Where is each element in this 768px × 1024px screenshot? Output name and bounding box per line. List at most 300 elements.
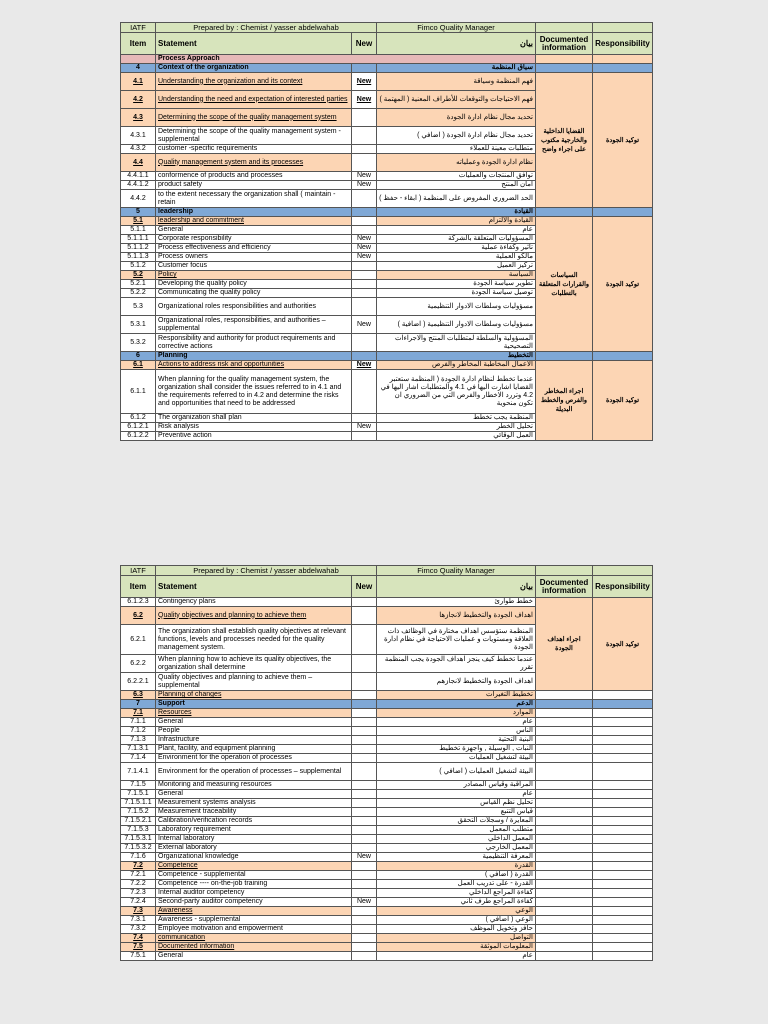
statement-text: Contingency plans bbox=[156, 598, 352, 607]
statement-text: Awareness bbox=[156, 907, 352, 916]
new-flag bbox=[352, 280, 377, 289]
item-number: 5.1.1.3 bbox=[121, 253, 156, 262]
new-flag bbox=[352, 736, 377, 745]
new-flag bbox=[352, 763, 377, 781]
new-flag: New bbox=[352, 853, 377, 862]
item-number: 5.1.1.2 bbox=[121, 244, 156, 253]
new-flag bbox=[352, 817, 377, 826]
arabic-statement: التخطيط bbox=[377, 352, 536, 361]
item-number: 5.3 bbox=[121, 298, 156, 316]
table-row bbox=[121, 64, 653, 73]
statement-text: Competence bbox=[156, 862, 352, 871]
arabic-statement: القدرة bbox=[377, 862, 536, 871]
item-number: 6.1.2.1 bbox=[121, 423, 156, 432]
table-row bbox=[121, 790, 653, 799]
iatf-table-page-2 bbox=[120, 565, 653, 961]
item-number: 7.1.4 bbox=[121, 754, 156, 763]
table-row bbox=[121, 718, 653, 727]
statement-text: Quality objectives and planning to achieve them –supplemental bbox=[156, 673, 352, 691]
new-flag bbox=[352, 727, 377, 736]
statement-text: Responsibility and authority for product requirements and corrective actions bbox=[156, 334, 352, 352]
statement-text: General bbox=[156, 952, 352, 961]
arabic-statement: خطط طوارئ bbox=[377, 598, 536, 607]
new-flag bbox=[352, 808, 377, 817]
new-flag bbox=[352, 799, 377, 808]
statement-text: General bbox=[156, 718, 352, 727]
arabic-statement: المعلومات الموثقة bbox=[377, 943, 536, 952]
new-flag bbox=[352, 691, 377, 700]
manager-label: Fimco Quality Manager bbox=[377, 23, 536, 33]
new-flag bbox=[352, 844, 377, 853]
statement-text: Developing the quality policy bbox=[156, 280, 352, 289]
item-number: 4.2 bbox=[121, 91, 156, 109]
item-number: 7.2.1 bbox=[121, 871, 156, 880]
arabic-statement: القدرة ( اضافي ) bbox=[377, 871, 536, 880]
arabic-statement: سياق المنظمة bbox=[377, 64, 536, 73]
sheet-page-2 bbox=[120, 565, 652, 961]
statement-text: Process effectiveness and efficiency bbox=[156, 244, 352, 253]
col-item-header: Item bbox=[121, 576, 156, 598]
statement-text: Competence - supplemental bbox=[156, 871, 352, 880]
arabic-statement: فهم المنظمة وسياقة bbox=[377, 73, 536, 91]
new-flag: New bbox=[352, 172, 377, 181]
item-number: 4 bbox=[121, 64, 156, 73]
statement-text: External laboratory bbox=[156, 844, 352, 853]
statement-text: Environment for the operation of processes bbox=[156, 754, 352, 763]
new-flag bbox=[352, 880, 377, 889]
arabic-statement: تحليل الخطر bbox=[377, 423, 536, 432]
statement-text: Internal laboratory bbox=[156, 835, 352, 844]
statement-text: Actions to address risk and opportunities bbox=[156, 361, 352, 370]
item-number: 5.2.1 bbox=[121, 280, 156, 289]
arabic-statement: النبات , الوسيلة , وأجهزة تخطيط bbox=[377, 745, 536, 754]
arabic-statement: الموارد bbox=[377, 709, 536, 718]
statement-text: Calibration/verification records bbox=[156, 817, 352, 826]
arabic-statement: المراقبة وقياس المصادر bbox=[377, 781, 536, 790]
item-number: 7.1.5 bbox=[121, 781, 156, 790]
item-number: 7.1.5.3.1 bbox=[121, 835, 156, 844]
new-flag bbox=[352, 262, 377, 271]
header-row-2 bbox=[121, 33, 653, 55]
arabic-statement: المنظمة يجب تخطط bbox=[377, 414, 536, 423]
item-number: 5.1.1 bbox=[121, 226, 156, 235]
arabic-statement: التواصل bbox=[377, 934, 536, 943]
table-row bbox=[121, 826, 653, 835]
manager-label: Fimco Quality Manager bbox=[377, 566, 536, 576]
responsibility-cell: توكيد الجودة bbox=[593, 217, 653, 352]
table-row bbox=[121, 880, 653, 889]
documented-info-cell: السياسات والقرارات المتعلقة بالتطلبات bbox=[536, 217, 593, 352]
arabic-statement: حافز وتخويل الموظف bbox=[377, 925, 536, 934]
statement-text: Process owners bbox=[156, 253, 352, 262]
new-flag bbox=[352, 598, 377, 607]
new-flag bbox=[352, 370, 377, 414]
new-flag: New bbox=[352, 244, 377, 253]
statement-text: Understanding the need and expectation of interested parties bbox=[156, 91, 352, 109]
statement-text: General bbox=[156, 226, 352, 235]
arabic-statement: تركيز العميل bbox=[377, 262, 536, 271]
new-flag bbox=[352, 943, 377, 952]
col-statement-header: Statement bbox=[156, 33, 352, 55]
statement-text: Quality objectives and planning to achieve them bbox=[156, 607, 352, 625]
item-number: 7.3.2 bbox=[121, 925, 156, 934]
new-flag bbox=[352, 271, 377, 280]
arabic-statement: تحديد مجال نظام ادارة الجودة ( اضافي ) bbox=[377, 127, 536, 145]
arabic-statement: مسؤوليات وسلطات الادوار التنظيمية bbox=[377, 298, 536, 316]
responsibility-cell: توكيد الجودة bbox=[593, 361, 653, 441]
new-flag bbox=[352, 826, 377, 835]
arabic-statement: البنية التحتية bbox=[377, 736, 536, 745]
col-resp-header: Responsibility bbox=[593, 576, 653, 598]
statement-text: conformence of products and processes bbox=[156, 172, 352, 181]
item-number: 4.3 bbox=[121, 109, 156, 127]
new-flag bbox=[352, 889, 377, 898]
new-flag bbox=[352, 907, 377, 916]
item-number: 7.1.5.1 bbox=[121, 790, 156, 799]
table-row bbox=[121, 691, 653, 700]
item-number: 7 bbox=[121, 700, 156, 709]
table-row bbox=[121, 781, 653, 790]
table-row bbox=[121, 217, 653, 226]
arabic-statement: تخطيط التغيرات bbox=[377, 691, 536, 700]
item-number: 5.3.1 bbox=[121, 316, 156, 334]
new-flag bbox=[352, 871, 377, 880]
statement-text: Environment for the operation of processes – supplemental bbox=[156, 763, 352, 781]
statement-text: Laboratory requirement bbox=[156, 826, 352, 835]
statement-text: Awareness - supplemental bbox=[156, 916, 352, 925]
table-row bbox=[121, 754, 653, 763]
statement-text: Monitoring and measuring resources bbox=[156, 781, 352, 790]
table-row bbox=[121, 73, 653, 91]
statement-text: Planning bbox=[156, 352, 352, 361]
col-arabic-header: بيان bbox=[377, 33, 536, 55]
new-flag: New bbox=[352, 423, 377, 432]
statement-text: Documented information bbox=[156, 943, 352, 952]
col-item-header: Item bbox=[121, 33, 156, 55]
new-flag bbox=[352, 607, 377, 625]
item-number: 4.1 bbox=[121, 73, 156, 91]
new-flag bbox=[352, 352, 377, 361]
new-flag: New bbox=[352, 316, 377, 334]
new-flag bbox=[352, 298, 377, 316]
new-flag bbox=[352, 334, 377, 352]
new-flag bbox=[352, 790, 377, 799]
arabic-statement: توافق المنتجات والعمليات bbox=[377, 172, 536, 181]
table-row bbox=[121, 952, 653, 961]
item-number: 7.1.3.1 bbox=[121, 745, 156, 754]
arabic-statement: متطلبات معينة للعملاء bbox=[377, 145, 536, 154]
item-number: 7.1.1 bbox=[121, 718, 156, 727]
arabic-statement: تطوير سياسة الجودة bbox=[377, 280, 536, 289]
item-number: 5.3.2 bbox=[121, 334, 156, 352]
arabic-statement: اهداف الجودة والتخطيط لانجازهم bbox=[377, 673, 536, 691]
item-number: 7.1.2 bbox=[121, 727, 156, 736]
new-flag bbox=[352, 835, 377, 844]
statement-text: Infrastructure bbox=[156, 736, 352, 745]
table-row bbox=[121, 361, 653, 370]
new-flag bbox=[352, 934, 377, 943]
new-flag bbox=[352, 190, 377, 208]
arabic-statement: امان المنتج bbox=[377, 181, 536, 190]
item-number: 7.2 bbox=[121, 862, 156, 871]
statement-text: Corporate responsibility bbox=[156, 235, 352, 244]
table-row bbox=[121, 598, 653, 607]
arabic-statement: القيادة والالتزام bbox=[377, 217, 536, 226]
iatf-label: IATF bbox=[121, 23, 156, 33]
item-number: 7.3.1 bbox=[121, 916, 156, 925]
arabic-statement: عام bbox=[377, 718, 536, 727]
arabic-statement: عام bbox=[377, 790, 536, 799]
col-new-header: New bbox=[352, 576, 377, 598]
new-flag bbox=[352, 226, 377, 235]
table-row bbox=[121, 862, 653, 871]
table-row bbox=[121, 871, 653, 880]
arabic-statement: الوعي ( اضافي ) bbox=[377, 916, 536, 925]
col-arabic-header: بيان bbox=[377, 576, 536, 598]
item-number: 7.2.3 bbox=[121, 889, 156, 898]
statement-text: The organization shall establish quality objectives at relevant functions, levels and processes needed for the quality management system. bbox=[156, 625, 352, 655]
new-flag bbox=[352, 952, 377, 961]
table-row bbox=[121, 763, 653, 781]
statement-text: Internal auditor competency bbox=[156, 889, 352, 898]
item-number: 6.2.2.1 bbox=[121, 673, 156, 691]
item-number: 7.1.5.3 bbox=[121, 826, 156, 835]
item-number: 4.4 bbox=[121, 154, 156, 172]
arabic-statement: عندما تخطط كيف ينجز اهداف الجودة يجب المنظمة تقرر bbox=[377, 655, 536, 673]
new-flag: New bbox=[352, 898, 377, 907]
statement-text: Determining the scope of the quality management system bbox=[156, 109, 352, 127]
item-number: 7.1.6 bbox=[121, 853, 156, 862]
arabic-statement: توصيل سياسة الجودة bbox=[377, 289, 536, 298]
new-flag bbox=[352, 709, 377, 718]
process-approach-band bbox=[121, 55, 653, 64]
new-flag bbox=[352, 432, 377, 441]
item-number: 5.1.2 bbox=[121, 262, 156, 271]
item-number: 4.4.1.2 bbox=[121, 181, 156, 190]
arabic-statement: عندما تخطط لنظام ادارة الجودة ( المنظمة ستعتبر القضايا اشارت اليها في 4.1 والمتطلبات اشار اليها في 4.2 وتررد الاخطار والفرص التي من الضروري ان تكون منحوية bbox=[377, 370, 536, 414]
table-row bbox=[121, 352, 653, 361]
new-flag bbox=[352, 916, 377, 925]
header-row-1 bbox=[121, 23, 653, 33]
statement-text: People bbox=[156, 727, 352, 736]
statement-text: Organizational knowledge bbox=[156, 853, 352, 862]
arabic-statement: كفاءة المراجع الداخلي bbox=[377, 889, 536, 898]
item-number: 7.1.4.1 bbox=[121, 763, 156, 781]
statement-text: Second-party auditor competency bbox=[156, 898, 352, 907]
item-number: 6 bbox=[121, 352, 156, 361]
statement-text: Customer focus bbox=[156, 262, 352, 271]
table-row bbox=[121, 844, 653, 853]
item-number: 4.3.1 bbox=[121, 127, 156, 145]
statement-text: communication bbox=[156, 934, 352, 943]
statement-text: Planning of changes bbox=[156, 691, 352, 700]
statement-text: customer -specific requirements bbox=[156, 145, 352, 154]
arabic-statement: المنظمة ستؤسس اهداف مختارة في الوظائف ذات العلاقة ومستويات و عمليات الاحتياجة في نظام ادارة الجودة bbox=[377, 625, 536, 655]
arabic-statement: المعايرة / وسجلات التحقق bbox=[377, 817, 536, 826]
table-row bbox=[121, 727, 653, 736]
table-row bbox=[121, 934, 653, 943]
statement-text: Competence ---- on-the-job training bbox=[156, 880, 352, 889]
arabic-statement: تحليل نظم القياس bbox=[377, 799, 536, 808]
new-flag bbox=[352, 925, 377, 934]
statement-text: Plant, facility, and equipment planning bbox=[156, 745, 352, 754]
arabic-statement: اهداف الجودة والتخطيط لانجازها bbox=[377, 607, 536, 625]
arabic-statement: البيئة لتشغيل العمليات bbox=[377, 754, 536, 763]
new-flag bbox=[352, 208, 377, 217]
new-flag bbox=[352, 673, 377, 691]
table-row bbox=[121, 808, 653, 817]
item-number: 7.5 bbox=[121, 943, 156, 952]
arabic-statement: الحد الضروري المفروض على المنظمة ( ابقاء - حفظ ) bbox=[377, 190, 536, 208]
statement-text: Communicating the quality policy bbox=[156, 289, 352, 298]
statement-text: General bbox=[156, 790, 352, 799]
new-flag bbox=[352, 781, 377, 790]
item-number: 7.1.5.1.1 bbox=[121, 799, 156, 808]
table-row bbox=[121, 745, 653, 754]
arabic-statement: مسؤوليات وسلطات الادوار التنظيمية ( اضافية ) bbox=[377, 316, 536, 334]
table-row bbox=[121, 889, 653, 898]
arabic-statement: الوعي bbox=[377, 907, 536, 916]
statement-text: Organizational roles, responsibilities, and authorities –supplemental bbox=[156, 316, 352, 334]
arabic-statement: المعمل الداخلي bbox=[377, 835, 536, 844]
item-number: 6.1.1 bbox=[121, 370, 156, 414]
header-row-2 bbox=[121, 576, 653, 598]
statement-text: leadership and commitment bbox=[156, 217, 352, 226]
new-flag: New bbox=[352, 361, 377, 370]
item-number: 4.3.2 bbox=[121, 145, 156, 154]
band-label: Process Approach bbox=[156, 55, 536, 64]
new-flag bbox=[352, 289, 377, 298]
statement-text: Policy bbox=[156, 271, 352, 280]
table-row bbox=[121, 709, 653, 718]
sheet-page-1 bbox=[120, 22, 652, 441]
statement-text: Risk analysis bbox=[156, 423, 352, 432]
item-number: 4.4.2 bbox=[121, 190, 156, 208]
statement-text: product safety bbox=[156, 181, 352, 190]
arabic-statement: القدرة - على تدريب العمل bbox=[377, 880, 536, 889]
table-row bbox=[121, 799, 653, 808]
new-flag bbox=[352, 154, 377, 172]
statement-text: Employee motivation and empowerment bbox=[156, 925, 352, 934]
new-flag bbox=[352, 217, 377, 226]
new-flag bbox=[352, 64, 377, 73]
new-flag: New bbox=[352, 235, 377, 244]
arabic-statement: نظام ادارة الجودة وعملياته bbox=[377, 154, 536, 172]
item-number: 5.1 bbox=[121, 217, 156, 226]
item-number: 6.3 bbox=[121, 691, 156, 700]
item-number: 7.1.5.2.1 bbox=[121, 817, 156, 826]
new-flag bbox=[352, 718, 377, 727]
arabic-statement: كفاءة المراجع طرف ثاني bbox=[377, 898, 536, 907]
new-flag bbox=[352, 625, 377, 655]
iatf-label: IATF bbox=[121, 566, 156, 576]
prepared-by-label: Prepared by : Chemist / yasser abdelwahab bbox=[156, 566, 377, 576]
item-number: 5.2 bbox=[121, 271, 156, 280]
table-row bbox=[121, 898, 653, 907]
arabic-statement: السياسة bbox=[377, 271, 536, 280]
statement-text: Quality management system and its processes bbox=[156, 154, 352, 172]
item-number: 4.4.1.1 bbox=[121, 172, 156, 181]
new-flag: New bbox=[352, 253, 377, 262]
new-flag: New bbox=[352, 181, 377, 190]
statement-text: Context of the organization bbox=[156, 64, 352, 73]
documented-info-cell: اجراء اهداف الجودة bbox=[536, 598, 593, 691]
statement-text: Support bbox=[156, 700, 352, 709]
table-row bbox=[121, 916, 653, 925]
item-number: 5.2.2 bbox=[121, 289, 156, 298]
item-number: 6.2.1 bbox=[121, 625, 156, 655]
arabic-statement: تحديد مجال نظام ادارة الجودة bbox=[377, 109, 536, 127]
arabic-statement: الدعم bbox=[377, 700, 536, 709]
arabic-statement: المسؤوليات المتعلقة بالشركة bbox=[377, 235, 536, 244]
col-new-header: New bbox=[352, 33, 377, 55]
item-number: 6.2 bbox=[121, 607, 156, 625]
statement-text: Resources bbox=[156, 709, 352, 718]
table-row bbox=[121, 925, 653, 934]
responsibility-cell: توكيد الجودة bbox=[593, 73, 653, 208]
statement-text: Determining the scope of the quality management system - supplemental bbox=[156, 127, 352, 145]
arabic-statement: عام bbox=[377, 226, 536, 235]
item-number: 6.1.2.3 bbox=[121, 598, 156, 607]
arabic-statement: تأثير وكفاءة عملية bbox=[377, 244, 536, 253]
new-flag: New bbox=[352, 91, 377, 109]
statement-text: to the extent necessary the organization shall ( maintain - retain bbox=[156, 190, 352, 208]
arabic-statement: متطلب المعمل bbox=[377, 826, 536, 835]
item-number: 7.3 bbox=[121, 907, 156, 916]
item-number: 7.1.5.3.2 bbox=[121, 844, 156, 853]
statement-text: When planning for the quality management system, the organization shall consider the issues referred to in 4.1 and the requirements referred to in 4.2 and determine the risks and opportunities that need to be addressed bbox=[156, 370, 352, 414]
item-number: 7.1.5.2 bbox=[121, 808, 156, 817]
item-number: 7.4 bbox=[121, 934, 156, 943]
statement-text: Organizational roles responsibilities and authorities bbox=[156, 298, 352, 316]
table-row bbox=[121, 736, 653, 745]
table-row bbox=[121, 700, 653, 709]
col-resp-header: Responsibility bbox=[593, 33, 653, 55]
arabic-statement: عام bbox=[377, 952, 536, 961]
statement-text: Preventive action bbox=[156, 432, 352, 441]
table-row bbox=[121, 208, 653, 217]
item-number: 6.1 bbox=[121, 361, 156, 370]
table-row bbox=[121, 817, 653, 826]
new-flag bbox=[352, 862, 377, 871]
item-number: 7.2.4 bbox=[121, 898, 156, 907]
table-row bbox=[121, 943, 653, 952]
statement-text: leadership bbox=[156, 208, 352, 217]
new-flag bbox=[352, 145, 377, 154]
arabic-statement: فهم الاحتياجات والتوقعات للأطراف المعنية ( المهتمة ) bbox=[377, 91, 536, 109]
new-flag bbox=[352, 700, 377, 709]
new-flag: New bbox=[352, 73, 377, 91]
col-doc-header: Documented information bbox=[536, 576, 593, 598]
documented-info-cell: اجراء المخاطر والفرص والخطط البديلة bbox=[536, 361, 593, 441]
arabic-statement: العمل الوقائي bbox=[377, 432, 536, 441]
arabic-statement: المعمل الخارجي bbox=[377, 844, 536, 853]
item-number: 6.1.2.2 bbox=[121, 432, 156, 441]
header-row-1 bbox=[121, 566, 653, 576]
statement-text: The organization shall plan bbox=[156, 414, 352, 423]
prepared-by-label: Prepared by : Chemist / yasser abdelwahab bbox=[156, 23, 377, 33]
statement-text: Measurement systems analysis bbox=[156, 799, 352, 808]
statement-text: When planning how to achieve its quality objectives, the organization shall determine bbox=[156, 655, 352, 673]
item-number: 6.1.2 bbox=[121, 414, 156, 423]
arabic-statement: مالكو العملية bbox=[377, 253, 536, 262]
arabic-statement: قياس التتبع bbox=[377, 808, 536, 817]
new-flag bbox=[352, 414, 377, 423]
arabic-statement: الناس bbox=[377, 727, 536, 736]
new-flag bbox=[352, 745, 377, 754]
item-number: 7.1.3 bbox=[121, 736, 156, 745]
new-flag bbox=[352, 127, 377, 145]
